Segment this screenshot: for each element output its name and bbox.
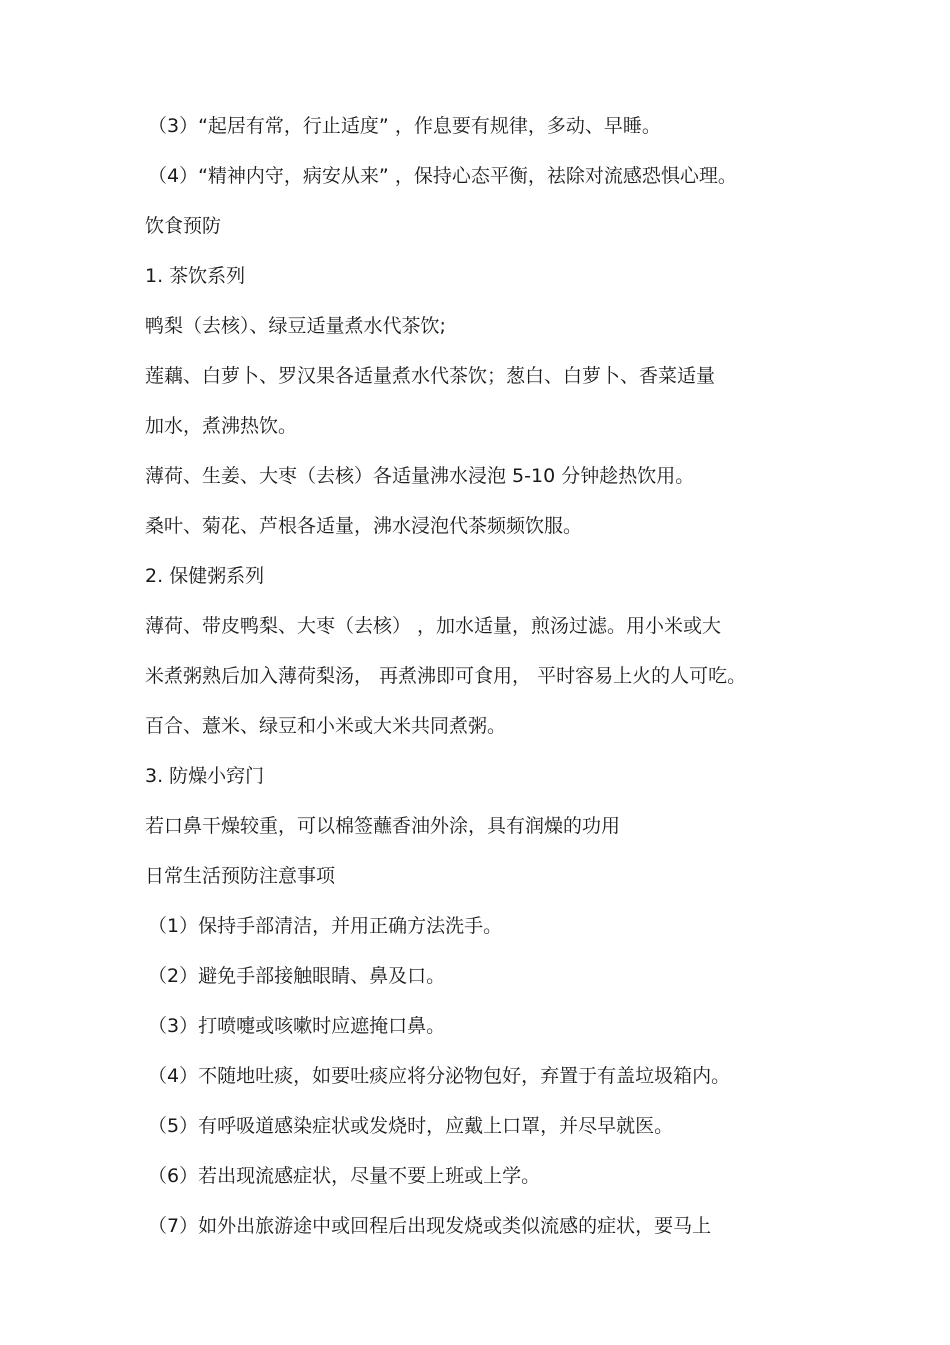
tea-recipe-lotus-radish-line2: 加水，煮沸热饮。: [145, 415, 298, 437]
precaution-item-6: （6）若出现流感症状，尽量不要上班或上学。: [148, 1165, 541, 1187]
subheading-porridge-series: 2. 保健粥系列: [145, 565, 265, 587]
porridge-recipe-lily-coix: 百合、薏米、绿豆和小米或大米共同煮粥。: [145, 715, 507, 737]
anti-dryness-tip-sesame-oil: 若口鼻干燥较重，可以棉签蘸香油外涂，具有润燥的功用: [145, 815, 621, 837]
tea-recipe-lotus-radish-line1: 莲藕、白萝卜、罗汉果各适量煮水代茶饮；葱白、白萝卜、香菜适量: [145, 365, 716, 387]
porridge-recipe-mint-pear-line1: 薄荷、带皮鸭梨、大枣（去核） ，加水适量，煎汤过滤。用小米或大: [145, 615, 722, 637]
subheading-anti-dryness-tips: 3. 防燥小窍门: [145, 765, 265, 787]
precaution-item-7: （7）如外出旅游途中或回程后出现发烧或类似流感的症状，要马上: [148, 1215, 712, 1237]
item-3-regular-routine: （3）“起居有常，行止适度” ，作息要有规律，多动、早睡。: [148, 115, 661, 137]
precaution-item-5: （5）有呼吸道感染症状或发烧时，应戴上口罩，并尽早就医。: [148, 1115, 674, 1137]
subheading-tea-series: 1. 茶饮系列: [145, 265, 246, 287]
section-heading-diet-prevention: 饮食预防: [145, 215, 222, 237]
precaution-item-1: （1）保持手部清洁，并用正确方法洗手。: [148, 915, 503, 937]
porridge-recipe-mint-pear-line2: 米煮粥熟后加入薄荷梨汤， 再煮沸即可食用， 平时容易上火的人可吃。: [145, 665, 747, 687]
precaution-item-2: （2）避免手部接触眼睛、鼻及口。: [148, 965, 446, 987]
precaution-item-3: （3）打喷嚏或咳嗽时应遮掩口鼻。: [148, 1015, 446, 1037]
section-heading-daily-precautions: 日常生活预防注意事项: [145, 865, 336, 887]
item-4-mental-balance: （4）“精神内守，病安从来” ，保持心态平衡，祛除对流感恐惧心理。: [148, 165, 737, 187]
precaution-item-4: （4）不随地吐痰，如要吐痰应将分泌物包好，弃置于有盖垃圾箱内。: [148, 1065, 731, 1087]
tea-recipe-mint-ginger-date: 薄荷、生姜、大枣（去核）各适量沸水浸泡 5-10 分钟趁热饮用。: [145, 465, 695, 487]
tea-recipe-mulberry-chrysanthemum: 桑叶、菊花、芦根各适量，沸水浸泡代茶频频饮服。: [145, 515, 583, 537]
tea-recipe-pear-mungbean: 鸭梨（去核）、绿豆适量煮水代茶饮;: [145, 315, 446, 337]
